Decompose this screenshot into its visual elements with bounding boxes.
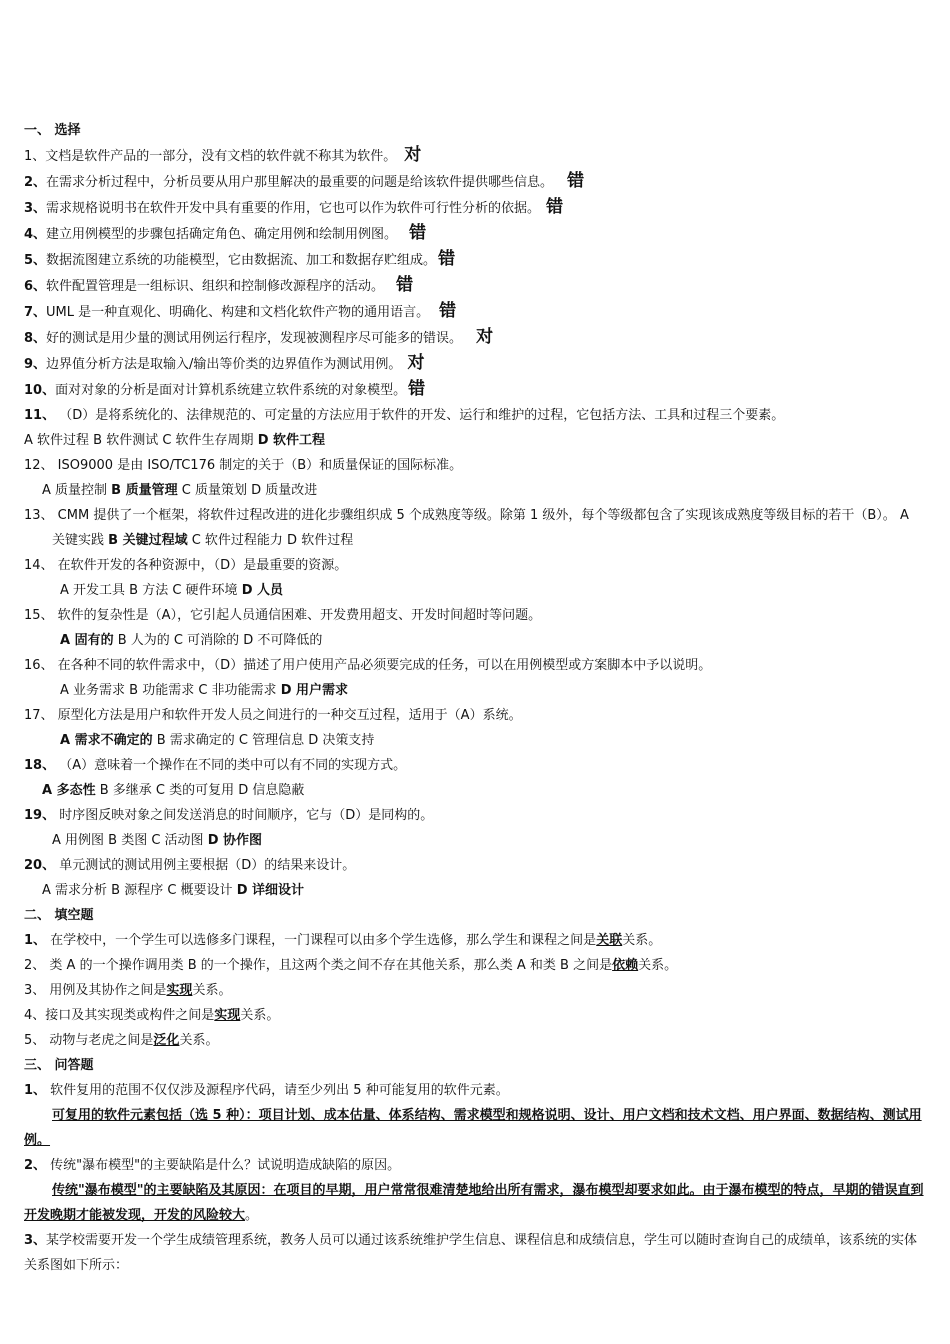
list-item <box>24 1228 924 1278</box>
list-item <box>24 753 924 778</box>
item-answer: 可复用的软件元素包括（选 5 种）：项目计划、成本估量、体系结构、需求模型和规格说明、设计、用户文档和技术文档、用户界面、数据结构、测试用例。 <box>24 1108 922 1148</box>
item-text: 用例及其协作之间是 <box>45 983 167 998</box>
item-number: 6、 <box>24 279 47 294</box>
list-item <box>24 403 924 428</box>
options-text: A 业务需求 B 功能需求 C 非功能需求 <box>60 683 281 698</box>
list-item <box>24 351 924 377</box>
item-text: 边界值分析方法是取输入/输出等价类的边界值作为测试用例。 <box>46 357 402 372</box>
item-number: 19、 <box>24 808 56 823</box>
list-item <box>24 143 924 169</box>
list-item <box>24 603 924 628</box>
options-text: B 人为的 C 可消除的 D 不可降低的 <box>113 633 323 648</box>
item-text: 在软件开发的各种资源中，（D）是最重要的资源。 <box>53 558 348 573</box>
list-item <box>24 273 924 299</box>
options-text: B 多继承 C 类的可复用 D 信息隐蔽 <box>95 783 305 798</box>
item-number: 1、 <box>24 149 46 164</box>
item-text: 接口及其实现类或构件之间是 <box>45 1008 215 1023</box>
item-answer: 错 <box>567 171 585 191</box>
list-item <box>24 1028 924 1053</box>
options-line <box>24 878 924 903</box>
item-text: CMM 提供了一个框架，将软件过程改进的进化步骤组织成 5 个成熟度等级。除第 1 级外，每个等级都包含了实现该成熟度等级目标的若干（B）。 A 关键实践 <box>52 508 909 548</box>
list-item <box>24 195 924 221</box>
item-text: 好的测试是用少量的测试用例运行程序，发现被测程序尽可能多的错误。 <box>46 331 463 346</box>
options-text: C 软件过程能力 D 软件过程 <box>187 533 354 548</box>
options-line <box>24 778 924 803</box>
item-text: 原型化方法是用户和软件开发人员之间进行的一种交互过程，适用于（A）系统。 <box>53 708 522 723</box>
item-number: 4、 <box>24 1008 46 1023</box>
item-answer: D 人员 <box>241 583 284 598</box>
item-answer: D 详细设计 <box>236 883 305 898</box>
item-number: 3、 <box>24 983 46 998</box>
item-text: 软件配置管理是一组标识、组织和控制修改源程序的活动。 <box>46 279 385 294</box>
list-item <box>24 1153 924 1178</box>
item-text: 某学校需要开发一个学生成绩管理系统，教务人员可以通过该系统维护学生信息、课程信息和成绩信息，学生可以随时查询自己的成绩单，该系统的实体关系图如下所示： <box>24 1233 918 1273</box>
item-answer: 泛化 <box>153 1033 180 1048</box>
item-text: 动物与老虎之间是 <box>45 1033 154 1048</box>
options-text: A 开发工具 B 方法 C 硬件环境 <box>60 583 242 598</box>
item-number: 2、 <box>24 1158 47 1173</box>
item-number: 20、 <box>24 858 56 873</box>
list-item <box>24 803 924 828</box>
item-text: 传统"瀑布模型"的主要缺陷是什么？试说明造成缺陷的原因。 <box>46 1158 401 1173</box>
item-number: 9、 <box>24 357 47 372</box>
item-text: 关系。 <box>179 1033 219 1048</box>
item-text: （A）意味着一个操作在不同的类中可以有不同的实现方式。 <box>55 758 407 773</box>
item-text: 单元测试的测试用例主要根据（D）的结果来设计。 <box>55 858 356 873</box>
item-number: 3、 <box>24 201 47 216</box>
item-number: 13、 <box>24 508 54 523</box>
item-answer: D 软件工程 <box>257 433 326 448</box>
options-line <box>24 628 924 653</box>
item-answer: A 多态性 <box>42 783 96 798</box>
item-number: 14、 <box>24 558 54 573</box>
item-text: 关系。 <box>622 933 662 948</box>
list-item <box>24 169 924 195</box>
item-text: 在学校中，一个学生可以选修多门课程，一门课程可以由多个学生选修，那么学生和课程之间是 <box>46 933 597 948</box>
list-item <box>24 247 924 273</box>
options-line <box>24 678 924 703</box>
item-answer: 传统"瀑布模型"的主要缺陷及其原因：在项目的早期，用户常常很难清楚地给出所有需求，瀑布模型却要求如此。由于瀑布模型的特点，早期的错误直到开发晚期才能被发现，开发的风险较大 <box>24 1183 924 1223</box>
item-answer: A 需求不确定的 <box>60 733 153 748</box>
item-number: 3、 <box>24 1233 47 1248</box>
options-line <box>24 478 924 503</box>
item-answer: 依赖 <box>612 958 639 973</box>
fill-blank-list <box>24 928 924 1053</box>
qa-list <box>24 1078 924 1278</box>
item-text: 数据流图建立系统的功能模型，它由数据流、加工和数据存贮组成。 <box>46 253 437 268</box>
list-item <box>24 953 924 978</box>
options-text: A 质量控制 <box>42 483 112 498</box>
section-heading-choice: 一、 选择 <box>24 123 81 138</box>
options-line <box>24 728 924 753</box>
item-answer: 关联 <box>596 933 623 948</box>
item-answer: 实现 <box>214 1008 241 1023</box>
item-text: 类 A 的一个操作调用类 B 的一个操作，且这两个类之间不存在其他关系，那么类 A 和类 B 之间是 <box>45 958 613 973</box>
item-number: 1、 <box>24 1083 47 1098</box>
item-text: 面对对象的分析是面对计算机系统建立软件系统的对象模型。 <box>55 383 407 398</box>
item-text: 需求规格说明书在软件开发中具有重要的作用，它也可以作为软件可行性分析的依据。 <box>46 201 541 216</box>
list-item <box>24 978 924 1003</box>
list-item <box>24 377 924 403</box>
item-answer: 对 <box>404 145 422 165</box>
list-item <box>24 653 924 678</box>
list-item <box>24 221 924 247</box>
item-answer: 错 <box>438 249 456 269</box>
section-heading-fill-blank: 二、 填空题 <box>24 908 94 923</box>
item-answer: B 关键过程域 <box>108 533 188 548</box>
item-answer: A 固有的 <box>60 633 114 648</box>
item-text: 文档是软件产品的一部分，没有文档的软件就不称其为软件。 <box>45 149 397 164</box>
item-number: 1、 <box>24 933 47 948</box>
item-answer: 错 <box>408 379 426 399</box>
list-item <box>24 853 924 878</box>
list-item <box>24 703 924 728</box>
item-text: 在需求分析过程中，分析员要从用户那里解决的最重要的问题是给该软件提供哪些信息。 <box>46 175 554 190</box>
item-number: 7、 <box>24 305 47 320</box>
list-item <box>24 928 924 953</box>
item-answer: D 用户需求 <box>280 683 349 698</box>
item-number: 5、 <box>24 253 47 268</box>
options-text: C 质量策划 D 质量改进 <box>177 483 318 498</box>
item-text: （D）是将系统化的、法律规范的、可定量的方法应用于软件的开发、运行和维护的过程，它包括方法、工具和过程三个要素。 <box>55 408 785 423</box>
options-text: A 软件过程 B 软件测试 C 软件生存周期 <box>24 433 258 448</box>
item-number: 12、 <box>24 458 54 473</box>
item-number: 2、 <box>24 175 47 190</box>
item-number: 15、 <box>24 608 54 623</box>
item-number: 4、 <box>24 227 47 242</box>
options-line <box>24 428 924 453</box>
item-text: 关系。 <box>192 983 232 998</box>
item-text: 关系。 <box>240 1008 280 1023</box>
options-line <box>24 578 924 603</box>
item-answer: 对 <box>407 353 425 373</box>
item-text: 。 <box>245 1208 259 1223</box>
options-line <box>24 828 924 853</box>
item-answer: 对 <box>476 327 494 347</box>
multiple-choice-list <box>24 403 924 903</box>
item-number: 18、 <box>24 758 56 773</box>
item-answer: D 协作图 <box>207 833 263 848</box>
item-answer: 错 <box>409 223 427 243</box>
item-answer: 错 <box>546 197 564 217</box>
item-number: 17、 <box>24 708 54 723</box>
options-text: A 用例图 B 类图 C 活动图 <box>52 833 208 848</box>
item-text: 关系。 <box>638 958 678 973</box>
item-number: 11、 <box>24 408 56 423</box>
item-answer: 错 <box>439 301 457 321</box>
list-item <box>24 299 924 325</box>
item-number: 10、 <box>24 383 56 398</box>
list-item <box>24 1078 924 1103</box>
answer-paragraph <box>24 1103 924 1153</box>
item-number: 8、 <box>24 331 47 346</box>
true-false-list <box>24 143 924 403</box>
document-page <box>24 118 924 1278</box>
item-text: UML 是一种直观化、明确化、构建和文档化软件产物的通用语言。 <box>46 305 430 320</box>
list-item <box>24 325 924 351</box>
item-number: 16、 <box>24 658 54 673</box>
item-number: 2、 <box>24 958 46 973</box>
item-answer: 错 <box>396 275 414 295</box>
options-text: A 需求分析 B 源程序 C 概要设计 <box>42 883 237 898</box>
item-text: 软件复用的范围不仅仅涉及源程序代码，请至少列出 5 种可能复用的软件元素。 <box>46 1083 509 1098</box>
options-text: B 需求确定的 C 管理信息 D 决策支持 <box>152 733 375 748</box>
item-text: 在各种不同的软件需求中，（D）描述了用户使用产品必须要完成的任务，可以在用例模型或方案脚本中予以说明。 <box>53 658 712 673</box>
item-answer: 实现 <box>166 983 193 998</box>
item-text: ISO9000 是由 ISO/TC176 制定的关于（B）和质量保证的国际标准。 <box>53 458 463 473</box>
list-item <box>24 453 924 478</box>
list-item <box>24 1003 924 1028</box>
item-text: 建立用例模型的步骤包括确定角色、确定用例和绘制用例图。 <box>46 227 398 242</box>
item-number: 5、 <box>24 1033 46 1048</box>
item-text: 时序图反映对象之间发送消息的时间顺序，它与（D）是同构的。 <box>55 808 434 823</box>
list-item <box>24 553 924 578</box>
item-answer: B 质量管理 <box>111 483 178 498</box>
section-heading-qa: 三、 问答题 <box>24 1058 94 1073</box>
item-text: 软件的复杂性是（A），它引起人员通信困难、开发费用超支、开发时间超时等问题。 <box>53 608 542 623</box>
list-item <box>24 503 924 553</box>
answer-paragraph <box>24 1178 924 1228</box>
